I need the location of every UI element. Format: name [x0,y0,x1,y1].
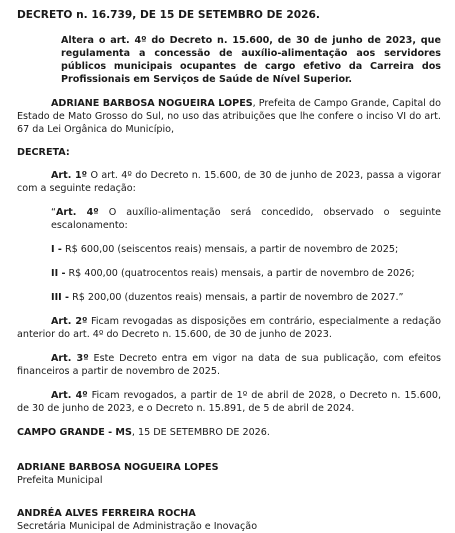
preamble-name: ADRIANE BARBOSA NOGUEIRA LOPES [51,98,253,109]
inciso-3 [51,291,441,304]
inciso-3-number: III - [51,292,70,303]
signature-1-role: Prefeita Municipal [17,475,103,486]
decree-ementa [61,34,441,86]
article-1-label: Art. 1º [51,170,88,181]
signature-1-name-text: ADRIANE BARBOSA NOGUEIRA LOPES [17,462,219,473]
signature-2-name [17,507,441,520]
inciso-3-text: R$ 200,00 (duzentos reais) mensais, a partir de novembro de 2027.” [69,292,404,303]
article-1 [17,169,441,195]
article-3 [17,352,441,378]
preamble [17,97,441,136]
article-4-text: Ficam revogados, a partir de 1º de abril de 2028, o Decreto n. 15.600, de 30 de junho de 2023, e o Decreto n. 15.891, de 5 de abril de 2024. [17,390,441,414]
ementa-text: Altera o art. 4º do Decreto n. 15.600, de 30 de junho de 2023, que regulamenta a concessão de auxílio-alimentação aos servidores públicos municipais ocupantes de cargo efetivo da Carreira dos Profissionais em Serviços de Saúde de Nível Superior. [61,35,441,85]
quoted-article-4-text: O auxílio-alimentação será concedido, observado o seguinte escalonamento: [51,207,441,231]
quote-open-mark: “ [51,207,56,218]
article-2-text: Ficam revogadas as disposições em contrário, especialmente a redação anterior do art. 4º do Decreto n. 15.600, de 30 de junho de 2023. [17,316,441,340]
inciso-2 [51,267,441,280]
signature-1-name [17,461,441,474]
place-and-date [17,426,441,439]
article-3-text: Este Decreto entra em vigor na data de sua publicação, com efeitos financeiros a partir de novembro de 2025. [17,353,441,377]
signature-2-role: Secretária Municipal de Administração e Inovação [17,521,258,532]
article-2 [17,315,441,341]
decree-title-text: DECRETO n. 16.739, DE 15 DE SETEMBRO DE 2026. [17,9,320,21]
inciso-2-text: R$ 400,00 (quatrocentos reais) mensais, a partir de novembro de 2026; [65,268,415,279]
decreta-heading [17,146,441,159]
article-1-text: O art. 4º do Decreto n. 15.600, de 30 de junho de 2023, passa a vigorar com a seguinte redação: [17,170,441,194]
quoted-article-4 [17,206,441,232]
decreta-text: DECRETA: [17,147,70,158]
article-4-label: Art. 4º [51,390,88,401]
inciso-1-number: I - [51,244,62,255]
decree-title [17,8,441,22]
article-4 [17,389,441,415]
place: CAMPO GRANDE - MS [17,427,132,438]
signature-2-name-text: ANDRÉA ALVES FERREIRA ROCHA [17,508,196,519]
quoted-article-4-label: Art. 4º [55,207,99,218]
preamble-text: , Prefeita de Campo Grande, Capital do Estado de Mato Grosso do Sul, no uso das atribuições que lhe confere o inciso VI do art. 67 da Lei Orgânica do Município, [17,98,441,135]
article-2-label: Art. 2º [51,316,88,327]
inciso-1-text: R$ 600,00 (seiscentos reais) mensais, a partir de novembro de 2025; [61,244,399,255]
inciso-1 [51,243,441,256]
article-3-label: Art. 3º [51,353,89,364]
inciso-2-number: II - [51,268,66,279]
date: , 15 DE SETEMBRO DE 2026. [131,427,270,438]
